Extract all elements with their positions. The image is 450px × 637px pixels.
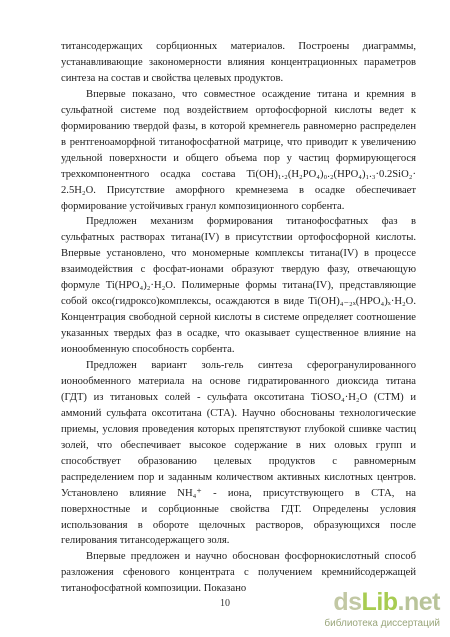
text-line: Установлено влияние NH₄⁺ - иона, присутствующего в СТА, на xyxy=(61,487,416,499)
text-line: синтеза на состав и свойства целевых продуктов. xyxy=(61,72,284,84)
text-line: указанных твердых фаз в осадке, что оказывает существенное влияние на xyxy=(61,328,416,340)
text-line: сульфатных растворах титана(IV) в присутствии ортофосфорной кислоты. xyxy=(61,232,416,244)
text-line: титанофосфатной композиции. Показано xyxy=(61,583,247,595)
text-line: Предложен вариант золь-гель синтеза сферогранулированного xyxy=(86,360,416,371)
text-line: в рентгеноаморфной титанофосфатной матрице, что приводит к увеличению xyxy=(61,136,416,148)
text-line: использования в обороте щелочных растворов, образующихся после xyxy=(61,519,416,531)
text-line: 2.5H₂O. Присутствие аморфного кремнезема в осадке обеспечивает xyxy=(61,184,416,196)
text-line: собой оксо(гидроксо)комплексы, осаждаются в виде Ti(OH)₄₋₂ₓ(HPO₄)ₓ·H₂O. xyxy=(61,296,416,308)
watermark-logo: dsLib.net xyxy=(333,588,440,616)
text-line: приемы, условия проведения которых препятствуют глубокой сшивке частиц xyxy=(61,423,416,435)
text-line: формуле Ti(HPO₄)₂·H₂O. Полимерные формы титана(IV), представляющие xyxy=(61,280,416,292)
watermark xyxy=(308,588,440,632)
text-line: Предложен механизм формирования титанофосфатных фаз в xyxy=(86,216,416,228)
text-line: (ГДТ) из титановых солей - сульфата оксотитана TiOSO₄·H₂O (СТМ) и xyxy=(61,391,416,403)
text-line: распределением пор и заданным количеством активных кислотных центров. xyxy=(61,471,416,483)
text-line: Впервые показано, что совместное осаждение титана и кремния в xyxy=(86,88,416,100)
text-line: Впервые предложен и научно обоснован фосфорнокислотный способ xyxy=(86,551,416,563)
text-line: способствует образованию целевых продуктов с равномерным xyxy=(61,455,416,467)
text-line: удельной поверхности и общего объема пор у частиц формирующегося xyxy=(61,152,416,164)
text-line: ионообменную способность сорбента. xyxy=(61,344,235,356)
text-line: поверхностные и сорбционные свойства ГДТ. Определены условия xyxy=(61,503,416,515)
watermark-subtitle: библиотека диссертаций xyxy=(324,618,440,629)
text-line: разложения сфенового концентрата с получением кремнийсодержащей xyxy=(61,567,416,579)
text-line: ионообменного материала на основе гидратированного диоксида титана xyxy=(61,375,416,387)
text-line: Впервые установлено, что мономерные комплексы титана(IV) в процессе xyxy=(61,248,416,260)
text-line: титансодержащих сорбционных материалов. Построены диаграммы, xyxy=(61,41,416,52)
text-line: аммоний сульфата оксотитана (СТА). Научно обоснованы технологические xyxy=(61,407,416,419)
text-line: формирование устойчивых гранул композиционного сорбента. xyxy=(61,200,345,212)
page-number: 10 xyxy=(220,598,230,609)
text-line: сульфатной системе под воздействием ортофосфорной кислоты ведет к xyxy=(61,104,416,116)
text-line: формированию твердой фазы, в которой кремнегель равномерно распределен xyxy=(61,120,416,132)
text-line: трехкомпонентного осадка состава Ti(OH)₁.₂(H₂PO₄)₀.₂(HPO₄)₁.₃·0.2SiO₂· xyxy=(61,168,416,180)
text-line: взаимодействия с фосфат-ионами образуют твердую фазу, отвечающую xyxy=(61,264,416,276)
text-line: Концентрация свободной серной кислоты в системе определяет соотношение xyxy=(61,312,416,324)
text-line: устанавливающие закономерности влияния концентрационных параметров xyxy=(61,56,416,68)
text-line: гелирования титансодержащего золя. xyxy=(61,535,230,547)
text-line: золей, что обеспечивает высокое содержание в них оловых групп и xyxy=(61,439,416,451)
